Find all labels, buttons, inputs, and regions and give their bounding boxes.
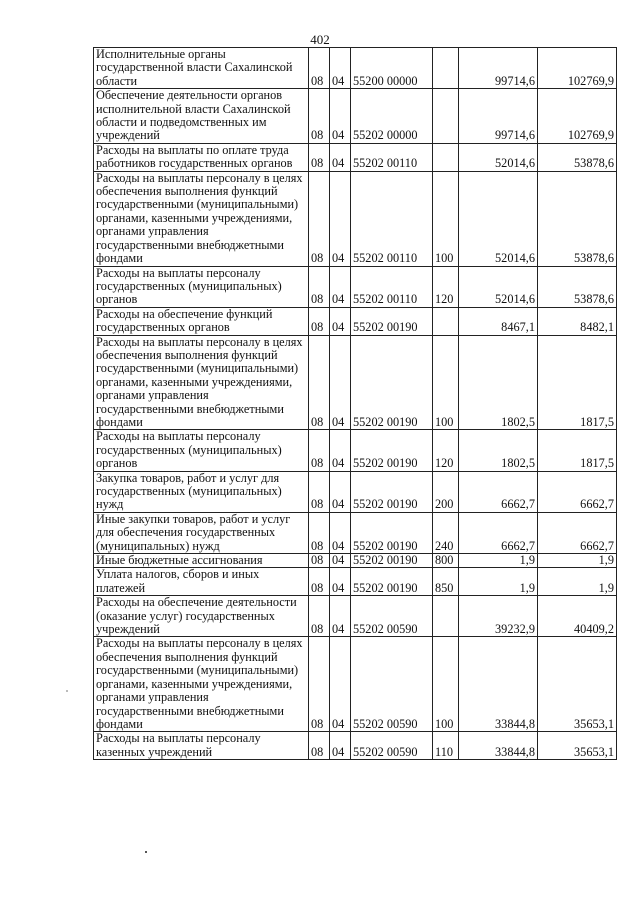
row-name: Расходы на выплаты персоналу в целях обеспечения выполнения функций государственными (муниципальными) органами, казенными учреждениями, органами управления государственными внебюджетными фондами — [94, 637, 309, 732]
row-name: Уплата налогов, сборов и иных платежей — [94, 568, 309, 596]
row-subsection-code: 04 — [330, 89, 351, 144]
row-section-code: 08 — [309, 430, 330, 471]
row-value-year-2: 6662,7 — [538, 512, 617, 553]
row-expense-type — [433, 143, 459, 171]
table-row — [94, 335, 617, 430]
row-name: Расходы на выплаты персоналу в целях обеспечения выполнения функций государственными (муниципальными) органами, казенными учреждениями, органами управления государственными внебюджетными фондами — [94, 335, 309, 430]
row-value-year-2: 6662,7 — [538, 471, 617, 512]
row-section-code: 08 — [309, 596, 330, 637]
row-subsection-code: 04 — [330, 307, 351, 335]
row-section-code: 08 — [309, 143, 330, 171]
row-value-year-1: 1802,5 — [459, 335, 538, 430]
table-row — [94, 554, 617, 568]
row-name: Расходы на обеспечение функций государственных органов — [94, 307, 309, 335]
row-section-code: 08 — [309, 171, 330, 266]
row-value-year-2: 40409,2 — [538, 596, 617, 637]
page-number: 402 — [310, 32, 330, 47]
row-name: Расходы на выплаты персоналу государственных (муниципальных) органов — [94, 430, 309, 471]
table-row — [94, 471, 617, 512]
row-section-code: 08 — [309, 568, 330, 596]
row-value-year-1: 52014,6 — [459, 266, 538, 307]
row-target-code: 55202 00110 — [351, 143, 433, 171]
row-target-code: 55202 00110 — [351, 171, 433, 266]
budget-table-body — [94, 48, 617, 760]
row-subsection-code: 04 — [330, 568, 351, 596]
row-section-code: 08 — [309, 48, 330, 89]
row-value-year-1: 1,9 — [459, 568, 538, 596]
row-subsection-code: 04 — [330, 471, 351, 512]
row-section-code: 08 — [309, 512, 330, 553]
row-expense-type: 100 — [433, 335, 459, 430]
row-name: Иные бюджетные ассигнования — [94, 554, 309, 568]
row-value-year-2: 8482,1 — [538, 307, 617, 335]
row-subsection-code: 04 — [330, 512, 351, 553]
row-value-year-1: 39232,9 — [459, 596, 538, 637]
row-expense-type: 850 — [433, 568, 459, 596]
table-row — [94, 637, 617, 732]
row-subsection-code: 04 — [330, 596, 351, 637]
row-value-year-2: 35653,1 — [538, 732, 617, 760]
budget-table — [93, 47, 617, 760]
row-value-year-2: 1817,5 — [538, 430, 617, 471]
row-target-code: 55202 00590 — [351, 637, 433, 732]
row-value-year-2: 1817,5 — [538, 335, 617, 430]
row-value-year-2: 1,9 — [538, 554, 617, 568]
row-value-year-2: 53878,6 — [538, 266, 617, 307]
row-expense-type — [433, 48, 459, 89]
row-target-code: 55202 00190 — [351, 335, 433, 430]
row-target-code: 55202 00190 — [351, 512, 433, 553]
row-name: Расходы на выплаты персоналу в целях обеспечения выполнения функций государственными (муниципальными) органами, казенными учреждениями, органами управления государственными внебюджетными фондами — [94, 171, 309, 266]
row-value-year-2: 53878,6 — [538, 171, 617, 266]
row-expense-type: 100 — [433, 637, 459, 732]
row-section-code: 08 — [309, 554, 330, 568]
row-value-year-1: 52014,6 — [459, 171, 538, 266]
row-subsection-code: 04 — [330, 732, 351, 760]
row-subsection-code: 04 — [330, 335, 351, 430]
table-row — [94, 266, 617, 307]
row-value-year-2: 53878,6 — [538, 143, 617, 171]
row-name: Расходы на выплаты персоналу государственных (муниципальных) органов — [94, 266, 309, 307]
row-section-code: 08 — [309, 89, 330, 144]
row-value-year-2: 1,9 — [538, 568, 617, 596]
row-subsection-code: 04 — [330, 637, 351, 732]
row-value-year-1: 99714,6 — [459, 89, 538, 144]
row-name: Расходы на обеспечение деятельности (оказание услуг) государственных учреждений — [94, 596, 309, 637]
row-expense-type: 120 — [433, 430, 459, 471]
table-row — [94, 568, 617, 596]
scan-speck — [66, 690, 68, 692]
row-section-code: 08 — [309, 471, 330, 512]
row-expense-type: 200 — [433, 471, 459, 512]
table-row — [94, 89, 617, 144]
row-value-year-2: 102769,9 — [538, 89, 617, 144]
table-row — [94, 512, 617, 553]
table-row — [94, 430, 617, 471]
row-value-year-1: 52014,6 — [459, 143, 538, 171]
row-target-code: 55202 00190 — [351, 307, 433, 335]
row-target-code: 55202 00590 — [351, 732, 433, 760]
row-target-code: 55200 00000 — [351, 48, 433, 89]
table-row — [94, 596, 617, 637]
row-name: Закупка товаров, работ и услуг для государственных (муниципальных) нужд — [94, 471, 309, 512]
scan-speck — [145, 851, 147, 853]
row-section-code: 08 — [309, 637, 330, 732]
row-name: Расходы на выплаты по оплате труда работников государственных органов — [94, 143, 309, 171]
row-value-year-2: 102769,9 — [538, 48, 617, 89]
row-expense-type — [433, 89, 459, 144]
table-row — [94, 307, 617, 335]
row-value-year-1: 99714,6 — [459, 48, 538, 89]
row-value-year-1: 6662,7 — [459, 471, 538, 512]
row-section-code: 08 — [309, 335, 330, 430]
row-value-year-2: 35653,1 — [538, 637, 617, 732]
row-subsection-code: 04 — [330, 430, 351, 471]
row-subsection-code: 04 — [330, 171, 351, 266]
row-expense-type — [433, 307, 459, 335]
row-expense-type: 110 — [433, 732, 459, 760]
row-target-code: 55202 00190 — [351, 430, 433, 471]
row-expense-type — [433, 596, 459, 637]
row-name: Расходы на выплаты персоналу казенных учреждений — [94, 732, 309, 760]
table-row — [94, 732, 617, 760]
row-value-year-1: 33844,8 — [459, 732, 538, 760]
row-value-year-1: 33844,8 — [459, 637, 538, 732]
row-subsection-code: 04 — [330, 554, 351, 568]
row-subsection-code: 04 — [330, 143, 351, 171]
row-target-code: 55202 00590 — [351, 596, 433, 637]
row-expense-type: 120 — [433, 266, 459, 307]
row-value-year-1: 1802,5 — [459, 430, 538, 471]
row-target-code: 55202 00190 — [351, 568, 433, 596]
row-section-code: 08 — [309, 307, 330, 335]
row-name: Обеспечение деятельности органов исполнительной власти Сахалинской области и подведомственных им учреждений — [94, 89, 309, 144]
row-value-year-1: 6662,7 — [459, 512, 538, 553]
row-expense-type: 240 — [433, 512, 459, 553]
row-subsection-code: 04 — [330, 48, 351, 89]
row-name: Исполнительные органы государственной власти Сахалинской области — [94, 48, 309, 89]
row-subsection-code: 04 — [330, 266, 351, 307]
row-value-year-1: 1,9 — [459, 554, 538, 568]
row-target-code: 55202 00190 — [351, 554, 433, 568]
row-expense-type: 100 — [433, 171, 459, 266]
row-section-code: 08 — [309, 732, 330, 760]
table-row — [94, 143, 617, 171]
table-row — [94, 48, 617, 89]
row-value-year-1: 8467,1 — [459, 307, 538, 335]
row-expense-type: 800 — [433, 554, 459, 568]
row-name: Иные закупки товаров, работ и услуг для обеспечения государственных (муниципальных) нужд — [94, 512, 309, 553]
row-target-code: 55202 00110 — [351, 266, 433, 307]
table-row — [94, 171, 617, 266]
row-section-code: 08 — [309, 266, 330, 307]
row-target-code: 55202 00000 — [351, 89, 433, 144]
row-target-code: 55202 00190 — [351, 471, 433, 512]
